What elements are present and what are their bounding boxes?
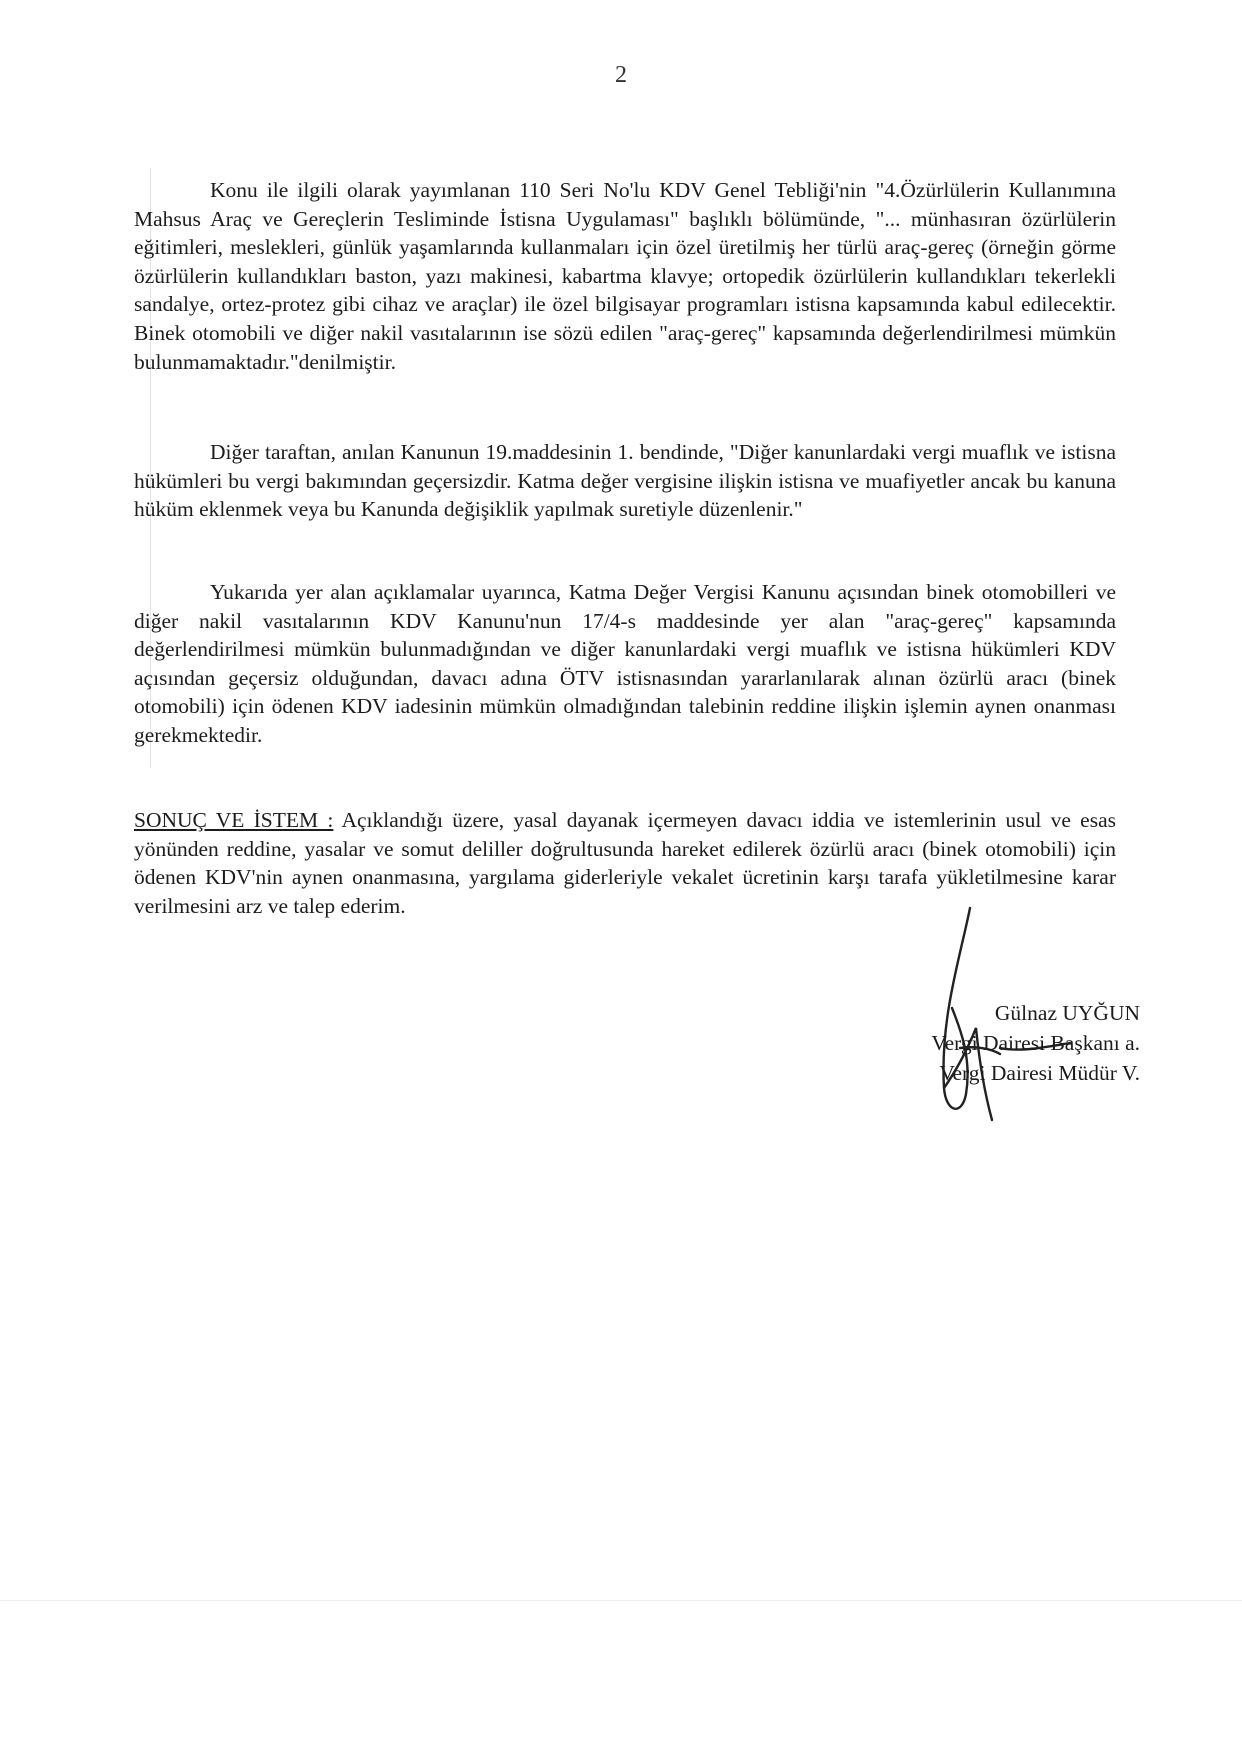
scan-edge (0, 1600, 1242, 1601)
signer-name: Gülnaz UYĞUN (994, 1001, 1140, 1025)
conclusion-text: Açıklandığı üzere, yasal dayanak içermeyen davacı iddia ve istemlerinin usul ve esas yönünden reddine, yasalar ve somut deliller doğrultusunda hareket edilerek özürlü aracı (binek otomobili) için ödenen KDV'nin aynen onanmasına, yargılama giderleriyle vekalet ücretinin karşı tarafa yükletilmesine karar verilmesini arz ve talep ederim. (134, 808, 1116, 918)
paragraph-3 (134, 578, 1116, 750)
paragraph-2 (134, 438, 1116, 524)
paragraph-text: Diğer taraftan, anılan Kanunun 19.maddesinin 1. bendinde, "Diğer kanunlardaki vergi muaflık ve istisna hükümleri bu vergi bakımından geçersizdir. Katma değer vergisine ilişkin istisna ve muafiyetler ancak bu kanuna hüküm eklenmek veya bu Kanunda değişiklik yapılmak suretiyle düzenlenir." (134, 440, 1116, 522)
paragraph-1 (134, 176, 1116, 376)
signer-title-2: Vergi Dairesi Müdür V. (939, 1061, 1140, 1085)
signer-title-1: Vergi Dairesi Başkanı a. (931, 1031, 1140, 1055)
signature-block (840, 998, 1140, 1088)
conclusion-heading: SONUÇ VE İSTEM : (134, 808, 334, 832)
page-number: 2 (615, 62, 627, 88)
paragraph-text: Yukarıda yer alan açıklamalar uyarınca, Katma Değer Vergisi Kanunu açısından binek otomobilleri ve diğer nakil vasıtalarının KDV Kanunu'nun 17/4-s maddesinde yer alan "araç-gereç" kapsamında değerlendirilmesi mümkün bulunmadığından ve diğer kanunlardaki vergi muaflık ve istisna hükümleri KDV açısından geçersiz olduğundan, davacı adına ÖTV istisnasından yararlanılarak alınan özürlü aracı (binek otomobili) için ödenen KDV iadesinin mümkün olmadığından talebinin reddine ilişkin işlemin aynen onanması gerekmektedir. (134, 580, 1116, 747)
paragraph-text: Konu ile ilgili olarak yayımlanan 110 Seri No'lu KDV Genel Tebliği'nin "4.Özürlülerin Kullanımına Mahsus Araç ve Gereçlerin Tesliminde İstisna Uygulaması" başlıklı bölümünde, "... münhasıran özürlülerin eğitimleri, meslekleri, günlük yaşamlarında kullanmaları için özel üretilmiş her türlü araç-gereç (örneğin görme özürlülerin kullandıkları baston, yazı makinesi, kabartma klavye; ortopedik özürlülerin kullandıkları tekerlekli sandalye, ortez-protez gibi cihaz ve araçlar) ile özel bilgisayar programları istisna kapsamında kabul edilecektir. Binek otomobili ve diğer nakil vasıtalarının ise sözü edilen "araç-gereç" kapsamında değerlendirilmesi mümkün bulunmamaktadır."denilmiştir. (134, 178, 1116, 374)
